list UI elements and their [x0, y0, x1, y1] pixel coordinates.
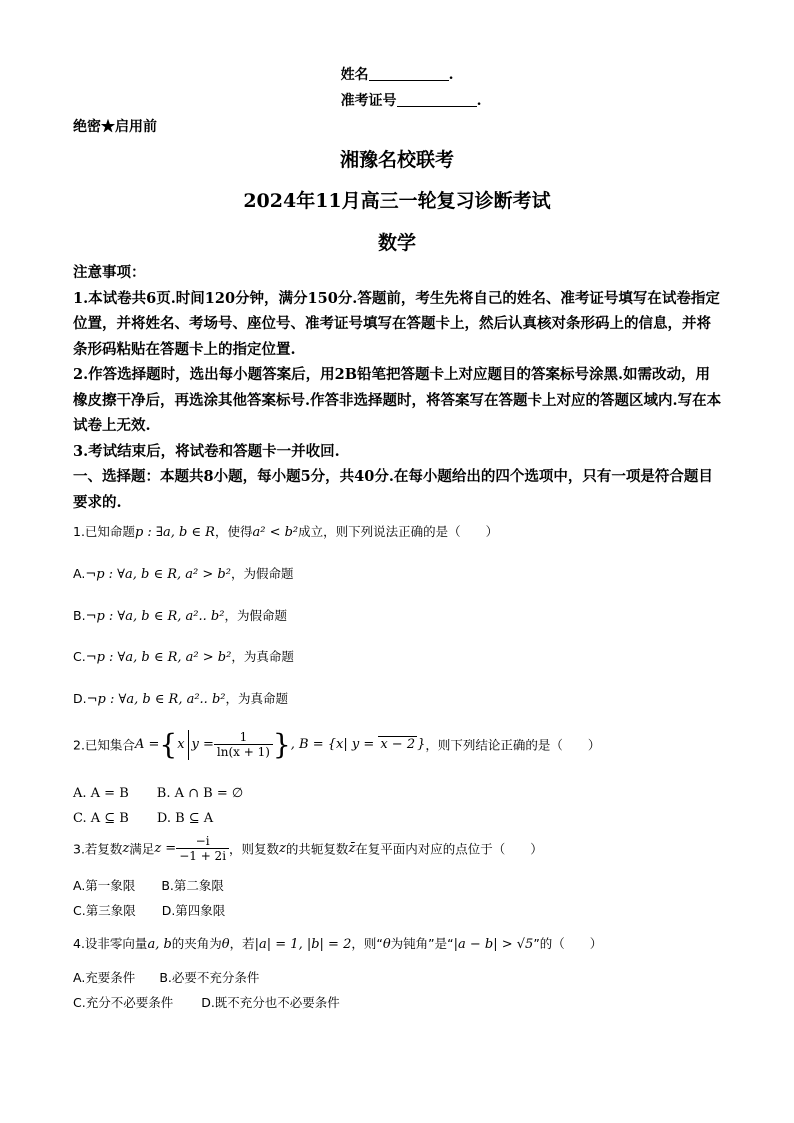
q1-proposition: p : ∃a, b ∈ R	[134, 525, 215, 540]
id-blank	[397, 92, 477, 107]
question-2-stem	[73, 728, 600, 761]
option-label: D.	[73, 691, 87, 706]
q3-option-d: D.第四象限	[161, 903, 226, 918]
option-text: ，为真命题	[231, 649, 294, 664]
q4-option-c: C.充分不必要条件	[73, 995, 174, 1010]
q3-zbar: z̄	[348, 841, 356, 856]
q3-stem-pre: 3.若复数	[73, 841, 123, 857]
q3-stem-mid3: 的共轭复数	[285, 841, 349, 857]
q4-stem-post: ”的（ ）	[533, 936, 603, 951]
fraction-numerator: −i	[176, 834, 229, 849]
q4-stem-mid3: ，则“	[351, 936, 383, 951]
q3-options-row-2	[73, 901, 225, 919]
q3-stem-post: 在复平面内对应的点位于（ ）	[355, 841, 543, 857]
q3-z-2: z	[279, 841, 286, 856]
notice-item-1: 1.本试卷共6页.时间120分钟，满分150分.答题前，考生先将自己的姓名、准考证号填写在试卷指定位置，并将姓名、考场号、座位号、准考证号填写在答题卡上，然后认真核对条形码上的信息，并将条形码粘贴在答题卡上的指定位置.	[73, 289, 720, 358]
q1-option-c	[73, 647, 294, 665]
option-math: ¬p : ∀a, b ∈ R, a² > b²	[85, 650, 232, 665]
q1-option-a	[73, 564, 293, 582]
q1-stem-pre: 1.已知命题	[73, 524, 135, 539]
q3-option-b: B.第二象限	[161, 878, 224, 893]
set-divider	[188, 730, 189, 760]
id-end: .	[476, 93, 482, 109]
exam-title: 2024年11月高三一轮复习诊断考试	[243, 190, 551, 212]
q3-stem-mid: 满足	[129, 841, 155, 857]
fraction-denominator: −1 + 2i	[179, 849, 227, 863]
q4-stem-pre: 4.设非零向量	[73, 936, 148, 951]
q2-options-row-2	[73, 810, 213, 826]
q1-option-b	[73, 606, 287, 624]
q4-options-row-2	[73, 993, 340, 1011]
left-brace-icon: {	[159, 728, 178, 761]
q2-stem-pre: 2.已知集合	[73, 737, 135, 753]
q2-seta-y: y =	[191, 737, 214, 752]
q2-options-row-1	[73, 785, 243, 801]
option-math: ¬p : ∀a, b ∈ R, a².. b²	[85, 609, 225, 624]
q2-setb-close: }	[417, 737, 426, 752]
q2-option-b: B. A ∩ B = ∅	[156, 786, 244, 801]
q4-theta-2: θ	[382, 937, 391, 952]
option-label: A.	[73, 566, 86, 581]
q3-z: z	[122, 841, 130, 856]
q4-stem-mid: 的夹角为	[171, 936, 222, 951]
q2-option-c: C. A ⊆ B	[73, 811, 129, 826]
q2-setb-sqrt: x − 2	[380, 737, 416, 752]
notice-item-3: 3.考试结束后，将试卷和答题卡一并收回.	[73, 442, 340, 460]
q2-seta-var: x	[177, 737, 185, 752]
q4-option-a: A.充要条件	[73, 970, 136, 985]
section-one-heading: 一、选择题：本题共8小题，每小题5分，共40分.在每小题给出的四个选项中，只有一项是符合题目要求的.	[73, 468, 713, 511]
q3-options-row-1	[73, 876, 224, 894]
q3-fraction	[176, 834, 229, 863]
option-math: ¬p : ∀a, b ∈ R, a².. b²	[86, 692, 226, 707]
question-4-stem	[73, 934, 602, 952]
q2-fraction	[214, 730, 273, 759]
q1-inequality: a² < b²	[252, 525, 299, 540]
name-label: 姓名	[340, 67, 369, 83]
q4-condition-1: |a| = 1, |b| = 2	[254, 937, 352, 952]
q4-condition-2: |a − b| > √5	[453, 937, 534, 952]
q4-theta: θ	[221, 937, 230, 952]
q2-stem-post: ，则下列结论正确的是（ ）	[425, 737, 601, 753]
q2-option-d: D. B ⊆ A	[156, 811, 214, 826]
exam-org-title: 湘豫名校联考	[339, 149, 454, 171]
secret-label: 绝密★启用前	[73, 119, 157, 135]
name-line	[0, 64, 794, 84]
q3-z-eq: z =	[154, 841, 177, 856]
option-math: ¬p : ∀a, b ∈ R, a² > b²	[85, 567, 231, 582]
q4-stem-mid4: 为钝角”是“	[390, 936, 454, 951]
q1-stem-post: 成立，则下列说法正确的是（ ）	[298, 524, 499, 539]
notice-item-2: 2.作答选择题时，选出每小题答案后，用2B铅笔把答题卡上对应题目的答案标号涂黑.如需改动，用橡皮擦干净后，再选涂其他答案标号.作答非选择题时，将答案写在答题卡上对应的答题区域内.写在本试卷上无效.	[73, 366, 722, 434]
name-end: .	[448, 67, 454, 83]
q4-option-b: B.必要不充分条件	[159, 970, 260, 985]
notice-heading: 注意事项：	[73, 264, 146, 281]
notice-block	[73, 260, 723, 515]
q2-option-a: A. A = B	[73, 786, 129, 801]
q1-stem-mid: ，使得	[214, 524, 253, 539]
subject-title: 数学	[377, 232, 416, 254]
fraction-numerator: 1	[214, 730, 273, 745]
option-text: ，为假命题	[230, 566, 294, 581]
fraction-denominator: ln(x + 1)	[216, 745, 270, 759]
q3-option-a: A.第一象限	[73, 878, 136, 893]
q2-setb: , B = {x| y =	[290, 737, 379, 752]
q2-seta-lhs: A =	[134, 737, 160, 752]
q1-option-d	[73, 689, 288, 707]
q4-stem-mid2: ，若	[229, 936, 255, 951]
option-label: B.	[73, 608, 86, 623]
option-text: ，为真命题	[225, 691, 288, 706]
question-3-stem	[73, 834, 543, 863]
right-brace-icon: }	[272, 728, 291, 761]
q4-option-d: D.既不充分也不必要条件	[201, 995, 340, 1010]
id-line	[14, 90, 794, 110]
option-text: ，为假命题	[224, 608, 287, 623]
q4-options-row-1	[73, 968, 259, 986]
id-label: 准考证号	[340, 93, 397, 109]
question-1-stem	[73, 522, 498, 540]
option-label: C.	[73, 649, 86, 664]
q3-option-c: C.第三象限	[73, 903, 136, 918]
q4-vectors: a, b	[147, 937, 172, 952]
name-blank	[369, 66, 449, 81]
q3-stem-mid2: ，则复数	[229, 841, 280, 857]
